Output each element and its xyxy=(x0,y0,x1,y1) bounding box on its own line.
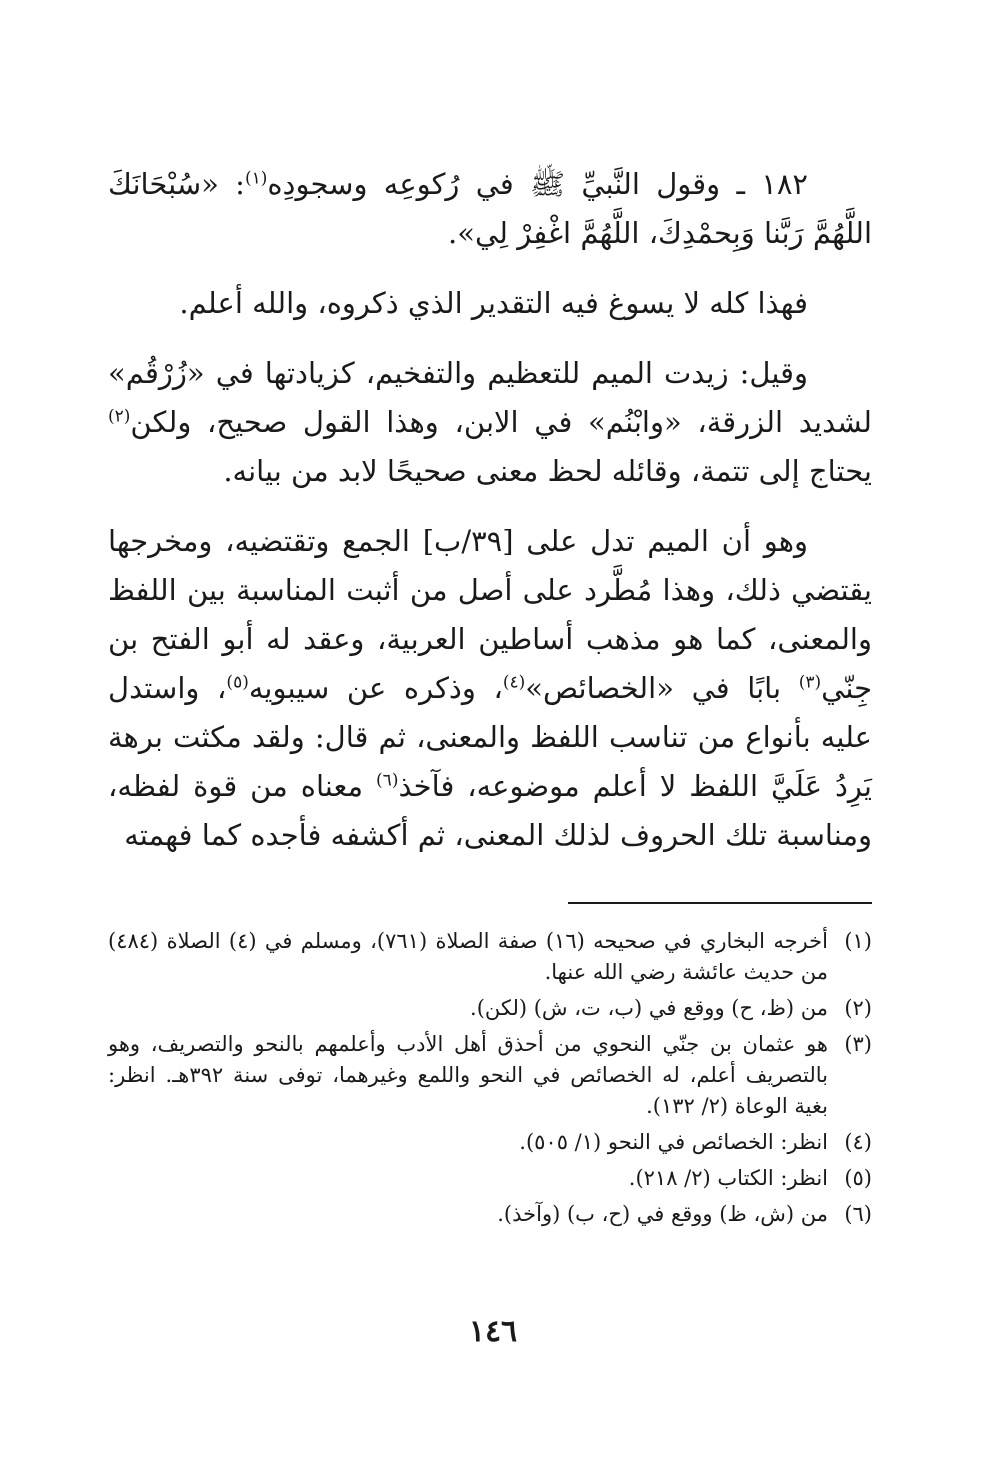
page-number: ١٤٦ xyxy=(468,1314,518,1349)
footnote-4 xyxy=(108,1127,872,1158)
paragraph-text: وقيل: زيدت الميم للتعظيم والتفخيم، كزيادتها في «زُرْقُم» لشديد الزرقة، «وابْنُم» في الابن، وهذا القول صحيح، ولكن xyxy=(108,356,872,439)
footnote-ref-3: (٣) xyxy=(798,672,822,693)
footnote-2 xyxy=(108,993,872,1024)
footnote-1 xyxy=(108,926,872,988)
paragraph-text: فهذا كله لا يسوغ فيه التقدير الذي ذكروه، والله أعلم. xyxy=(179,286,808,320)
footnote-text: من (ظ، ح) ووقع في (ب، ت، ش) (لكن). xyxy=(470,996,828,1020)
footnote-number: (١) xyxy=(844,929,872,953)
footnote-text: انظر: الكتاب (٢/ ٢١٨). xyxy=(628,1166,828,1190)
footnote-ref-2: (٢) xyxy=(108,406,131,427)
footnote-number: (٢) xyxy=(844,996,872,1020)
paragraph-text: ، واستدل عليه بأنواع من تناسب اللفظ والمعنى، ثم قال: ولقد مكثت برهة يَرِدُ عَلَيَّ اللفظ لا أعلم موضوعه، فآخذ xyxy=(108,671,872,803)
paragraph-conclusion xyxy=(108,279,872,328)
footnote-ref-5: (٥) xyxy=(226,672,249,693)
footnote-5 xyxy=(108,1163,872,1194)
footnote-text: من (ش، ظ) ووقع في (ح، ب) (وآخذ). xyxy=(497,1202,828,1226)
paragraph-text: وهو أن الميم تدل على [٣٩/ب] الجمع وتقتضيه، ومخرجها يقتضي ذلك، وهذا مُطَّرد على أصل من أثبت المناسبة بين اللفظ والمعنى، كما هو مذهب أساطين العربية، وعقد له أبو الفتح بن جِنّي xyxy=(108,524,873,705)
footnote-text: هو عثمان بن جنّي النحوي من أحذق أهل الأدب وأعلمهم بالنحو والتصريف، وهو بالتصريف أعلم، له الخصائص في النحو واللمع وغيرهما، توفى سنة ٣٩٢هـ. انظر: بغية الوعاة (٢/ ١٣٢). xyxy=(108,1032,828,1118)
paragraph-text: ، وذكره عن سيبويه xyxy=(248,671,503,705)
paragraph-text: ١٨٢ ـ وقول النَّبيِّ ﷺ في رُكوعِه وسجودِه xyxy=(267,167,808,201)
footnote-number: (٥) xyxy=(844,1166,872,1190)
footnote-ref-6: (٦) xyxy=(376,770,399,791)
paragraph-hadith-182 xyxy=(108,160,872,258)
footnote-6 xyxy=(108,1199,872,1230)
footnote-separator xyxy=(568,902,872,904)
paragraph-mim-plural xyxy=(108,517,872,860)
footnote-text: أخرجه البخاري في صحيحه (١٦) صفة الصلاة (٧٦١)، ومسلم في (٤) الصلاة (٤٨٤) من حديث عائشة رضي الله عنها. xyxy=(108,929,828,984)
paragraph-text: بابًا في «الخصائص» xyxy=(525,671,799,705)
paragraph-text: : «سُبْحَانَكَ اللَّهُمَّ رَبَّنا وَبِحمْدِكَ، اللَّهُمَّ اغْفِرْ لِي». xyxy=(108,167,872,250)
paragraph-mim-emphasis xyxy=(108,349,872,496)
footnotes xyxy=(108,926,872,1235)
footnote-number: (٦) xyxy=(844,1202,872,1226)
paragraph-text: معناه من قوة لفظه، ومناسبة تلك الحروف لذلك المعنى، ثم أكشفه فأجده كما فهمته xyxy=(108,769,872,852)
paragraph-text: يحتاج إلى تتمة، وقائله لحظ معنى صحيحًا لابد من بيانه. xyxy=(223,454,872,488)
footnote-3 xyxy=(108,1029,872,1122)
footnote-ref-4: (٤) xyxy=(502,672,526,693)
footnote-ref-1: (١) xyxy=(244,168,268,189)
main-text xyxy=(108,160,872,882)
footnote-number: (٣) xyxy=(844,1032,872,1056)
footnote-text: انظر: الخصائص في النحو (١/ ٥٠٥). xyxy=(519,1130,828,1154)
footnote-number: (٤) xyxy=(844,1130,872,1154)
